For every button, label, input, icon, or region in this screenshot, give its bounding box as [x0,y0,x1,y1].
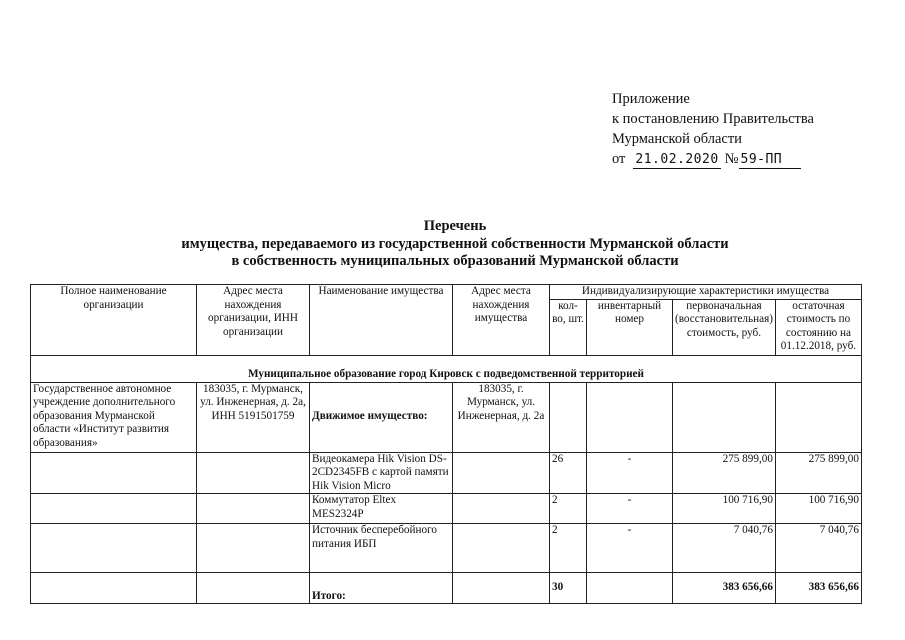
empty-cell [197,452,310,494]
item-inventory: - [587,524,673,573]
header-qty: кол-во, шт. [550,299,587,355]
title-line-3: в собственность муниципальных образований Мурманской области [231,253,679,269]
resolution-date: 21.02.2020 [633,152,721,169]
header-row-1 [31,285,862,300]
org-name-cell: Государственное автономное учреждение дополнительного образования Мурманской области «Институт развития образования» [31,382,197,452]
empty-cell [31,494,197,524]
header-org-address: Адрес места нахождения организации, ИНН организации [197,285,310,356]
empty-cell [197,524,310,573]
header-property-address: Адрес места нахождения имущества [453,285,550,356]
item-initial-cost: 275 899,00 [673,452,776,494]
document-title [150,218,760,271]
header-residual-cost: остаточная стоимость по состоянию на 01.12.2018, руб. [775,299,861,355]
item-residual-cost: 275 899,00 [775,452,861,494]
item-inventory: - [587,452,673,494]
empty-cell [587,382,673,452]
header-inventory: инвентарный номер [587,299,673,355]
appendix-date-line [612,149,814,169]
org-row [31,382,862,452]
section-row [31,355,862,382]
item-initial-cost: 100 716,90 [673,494,776,524]
header-org-name: Полное наименование организации [31,285,197,356]
property-address-cell: 183035, г. Мурманск, ул. Инженерная, д. 2а [453,382,550,452]
appendix-line-1: Приложение [612,91,690,107]
title-line-2: имущества, передаваемого из государственной собственности Мурманской области [181,235,729,252]
item-initial-cost: 7 040,76 [673,524,776,573]
empty-cell [453,573,550,604]
empty-cell [453,524,550,573]
empty-cell [453,452,550,494]
empty-cell [31,452,197,494]
date-prefix: от [612,151,626,167]
header-characteristics: Индивидуализирующие характеристики имущества [550,285,862,300]
table-row [31,452,862,494]
empty-cell [673,382,776,452]
total-qty: 30 [550,573,587,604]
org-address-cell: 183035, г. Мурманск, ул. Инженерная, д. 2а, ИНН 5191501759 [197,382,310,452]
appendix-line-3: Мурманской области [612,131,742,147]
appendix-line-2: к постановлению Правительства [612,111,814,127]
property-group-cell: Движимое имущество: [310,382,453,452]
resolution-number: 59-ПП [739,152,801,169]
empty-cell [775,382,861,452]
section-title: Муниципальное образование город Кировск с подведомственной территорией [31,355,862,382]
header-property-name: Наименование имущества [310,285,453,356]
item-residual-cost: 100 716,90 [775,494,861,524]
total-row [31,573,862,604]
title-line-1: Перечень [423,218,487,234]
empty-cell [453,494,550,524]
number-prefix: № [724,151,739,167]
item-name: Коммутатор Eltex MES2324P [310,494,453,524]
item-qty: 2 [550,524,587,573]
empty-cell [31,573,197,604]
item-inventory: - [587,494,673,524]
item-residual-cost: 7 040,76 [775,524,861,573]
property-table [30,284,862,604]
empty-cell [197,573,310,604]
total-label: Итого: [310,573,453,604]
item-qty: 2 [550,494,587,524]
item-name: Источник бесперебойного питания ИБП [310,524,453,573]
total-initial-cost: 383 656,66 [673,573,776,604]
table-row [31,494,862,524]
header-initial-cost: первоначальная (восстановительная) стоимость, руб. [673,299,776,355]
empty-cell [550,382,587,452]
appendix-block [612,89,814,169]
item-qty: 26 [550,452,587,494]
table-row [31,524,862,573]
item-name: Видеокамера Hik Vision DS-2CD2345FB с картой памяти Hik Vision Micro [310,452,453,494]
empty-cell [31,524,197,573]
empty-cell [197,494,310,524]
empty-cell [587,573,673,604]
total-residual-cost: 383 656,66 [775,573,861,604]
